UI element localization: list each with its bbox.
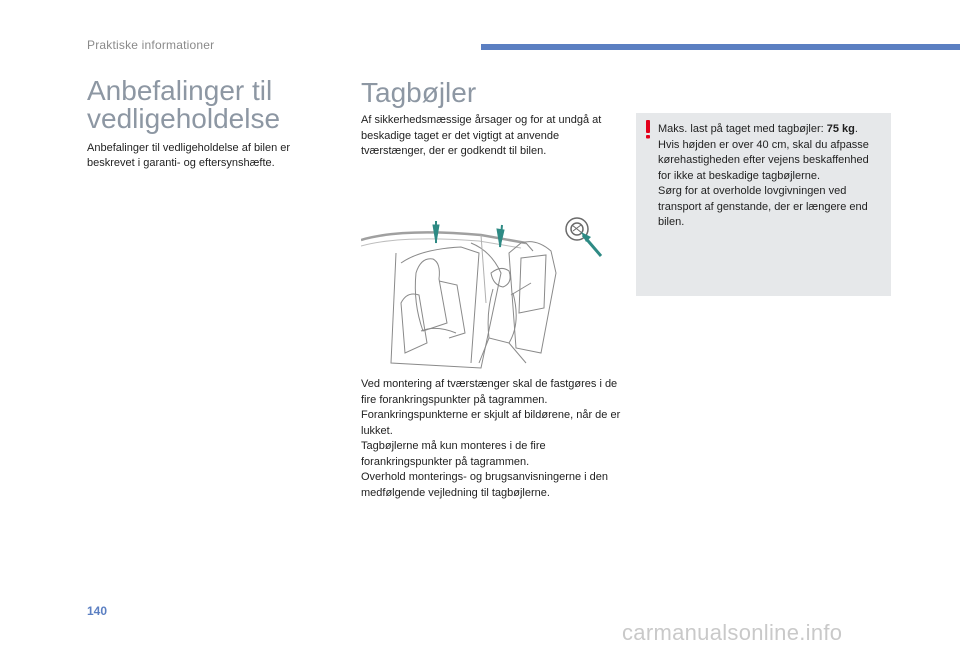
car-interior-drawing xyxy=(361,213,616,373)
left-body-text: Anbefalinger til vedligeholdelse af bilen er beskrevet i garanti- og eftersynshæfte. xyxy=(87,142,291,169)
intro-paragraph: Af sikkerhedsmæssige årsager og for at undgå at beskadige taget er det vigtigt at anvende tværstænger, der er godkendt til bilen. xyxy=(361,114,602,157)
mounting-instructions xyxy=(361,377,623,501)
warning-line-1 xyxy=(658,122,882,138)
warning-text xyxy=(658,122,882,231)
mount-line-3: Overhold monterings- og brugsanvisningerne i den medfølgende vejledning til tagbøjlerne. xyxy=(361,471,609,499)
warning-suffix: . xyxy=(854,123,858,135)
page-number: 140 xyxy=(87,604,108,618)
warning-line-3: Sørg for at overholde lovgivningen ved transport af genstande, der er længere end bilen. xyxy=(658,185,868,228)
left-heading xyxy=(87,77,327,133)
warning-prefix: Maks. last på taget med tagbøjler: xyxy=(658,123,827,135)
section-title: Praktiske informationer xyxy=(87,38,215,52)
warning-box xyxy=(636,113,891,296)
header-accent-bar xyxy=(481,44,960,50)
exclamation-icon xyxy=(644,119,652,139)
page-title: Tagbøjler xyxy=(361,77,477,108)
watermark: carmanualsonline.info xyxy=(622,620,843,645)
roof-bar-illustration xyxy=(361,213,616,373)
mount-line-2: Tagbøjlerne må kun monteres i de fire forankringspunkter på tagrammen. xyxy=(361,440,546,468)
left-heading-line-2: vedligeholdelse xyxy=(87,103,281,134)
mount-line-1: Ved montering af tværstænger skal de fastgøres i de fire forankringspunkter på tagrammen. Forankringspunkterne er skjult af bildørene, når de er lukket. xyxy=(361,378,621,437)
warning-line-2: Hvis højden er over 40 cm, skal du afpasse kørehastigheden efter vejens beskaffenhed for ikke at beskadige tagbøjlerne. xyxy=(658,138,869,182)
max-load-value: 75 kg xyxy=(826,123,855,135)
left-heading-line-1: Anbefalinger til xyxy=(87,75,273,106)
